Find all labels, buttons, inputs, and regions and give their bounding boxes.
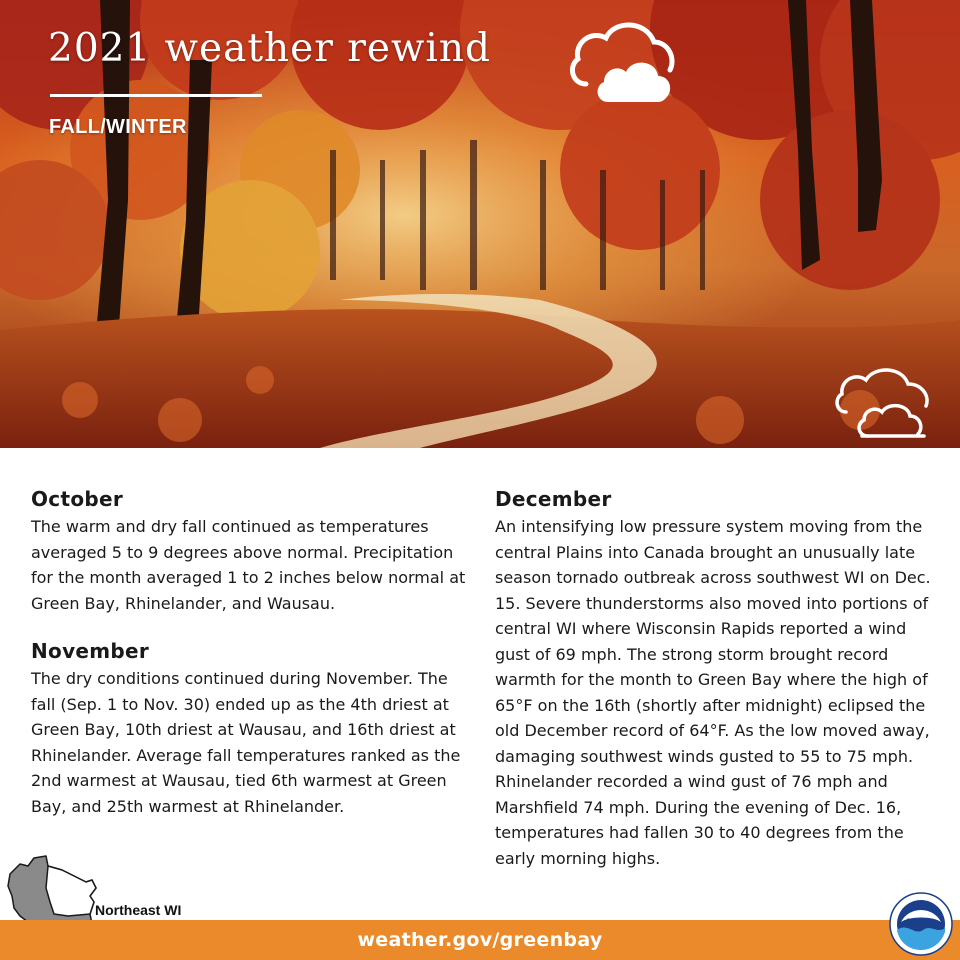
left-column bbox=[31, 484, 471, 839]
footer-bar bbox=[0, 920, 960, 960]
noaa-logo-text: NOAA bbox=[906, 918, 936, 928]
cloud-outline-icon bbox=[832, 362, 940, 440]
website-link[interactable]: weather.gov/greenbay bbox=[357, 929, 603, 951]
hero-photo bbox=[0, 0, 960, 448]
page-title: 2021 weather rewind bbox=[48, 26, 491, 71]
right-column bbox=[495, 484, 935, 891]
title-underline bbox=[50, 94, 262, 97]
december-text: An intensifying low pressure system moving from the central Plains into Canada brought an unusually late season tornado outbreak across southwest WI on Dec. 15. Severe thunderstorms also moved into portions of central WI where Wisconsin Rapids reported a wind gust of 69 mph. The strong storm brought record warmth for the month to Green Bay where the high of 65°F on the 16th (shortly after midnight) eclipsed the old December record of 64°F. As the low moved away, damaging southwest winds gusted to 55 to 75 mph. Rhinelander recorded a wind gust of 76 mph and Marshfield 74 mph. During the evening of Dec. 16, temperatures had fallen 30 to 40 degrees from the early morning highs. bbox=[495, 517, 931, 868]
cloud-icon bbox=[566, 14, 678, 106]
november-text: The dry conditions continued during November. The fall (Sep. 1 to Nov. 30) ended up as the 4th driest at Green Bay, 10th driest at Wausau, and 16th driest at Rhinelander. Average fall temperatures ranked as the 2nd warmest at Wausau, tied 6th warmest at Green Bay, and 25th warmest at Rhinelander. bbox=[31, 669, 461, 816]
october-text: The warm and dry fall continued as temperatures averaged 5 to 9 degrees above normal. Precipitation for the month averaged 1 to 2 inches below normal at Green Bay, Rhinelander, and Wausau. bbox=[31, 517, 466, 613]
october-heading: October bbox=[31, 487, 124, 511]
page-subtitle: FALL/WINTER bbox=[49, 116, 187, 138]
november-heading: November bbox=[31, 639, 150, 663]
noaa-logo-icon bbox=[889, 892, 953, 956]
december-heading: December bbox=[495, 487, 612, 511]
map-label: Northeast WI bbox=[95, 902, 182, 918]
